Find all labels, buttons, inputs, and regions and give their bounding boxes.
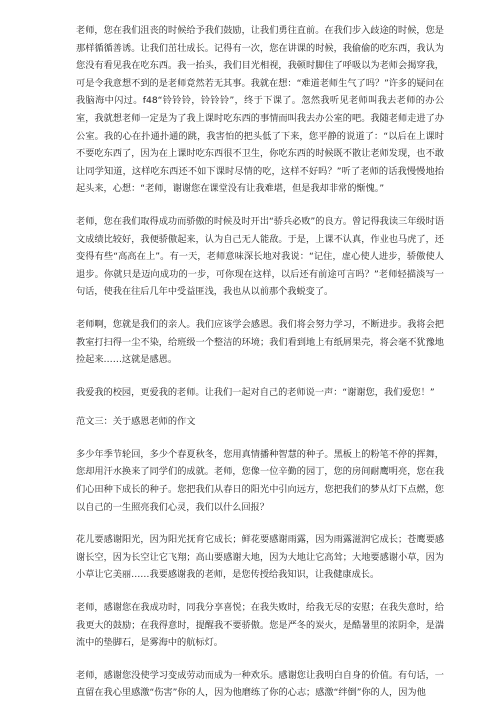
paragraph-2: 老师，您在我们取得成功而骄傲的时候及时开出“骄兵必败”的良方。曾记得我读三年级时语文成绩比较好，我便骄傲起来，认为自己无人能敌。于是，上课不认真，作业也马虎了，还变得有些“高高在上”。有一天，老师意味深长地对我说：“记住，虚心使人进步，骄傲使人退步。你就只是迈向成功的一步，可你现在这样，以后还有前途可言吗？”老师轻描淡写一句话，使我在往后几年中受益匪浅，我也从以前那个我蜕变了。	[76, 215, 444, 298]
paragraph-3: 老师啊，您就是我们的亲人。我们应该学会感恩。我们将会努力学习，不断进步。我将会把教室打扫得一尘不染，给班级一个整洁的环境；我们看到地上有纸屑果壳，将会毫不犹豫地捡起来……这就是感恩。	[76, 318, 444, 366]
paragraph-5: 多少年季节轮回，多少个春夏秋冬，您用真情播种智慧的种子。黑板上的粉笔不停的挥舞，您却用汗水换来了同学们的成就。老师，您像一位辛勤的园丁，您的房间耐鹰明亮，您在我们心田种下成长的种子。您把我们从春日的阳光中引向远方，您把我们的梦从灯下点燃，您以自己的一生照亮我们心灵，我们以什么回报？	[76, 448, 444, 513]
paragraph-8: 老师，感谢您没使学习变成劳动而成为一种欢乐。感谢您让我明白自身的价值。有句话，一直留在我心里感激“伤害”你的人，因为他磨练了你的心志；感激“绊倒”你的人，因为他	[76, 669, 444, 699]
paragraph-4: 我爱我的校园，更爱我的老师。让我们一起对自己的老师说一声：“谢谢您，我们爱您！”	[76, 386, 435, 398]
paragraph-1: 老师，您在我们沮丧的时候给予我们鼓励，让我们勇往直前。在我们步入歧途的时候，您是那样循循善诱。让我们茁壮成长。记得有一次，您在讲课的时候，我偷偷的吃东西，我认为您没有看见我在吃东西。我一抬头，我们目光相视，我顿时脚住了呼吸以为老师会揭穿我，可是令我意想不到的是老师竟然若无其事。我就在想：“难道老师生气了吗？”许多的疑问在我脑海中闪过。f48“铃铃铃，铃铃铃”，终于下课了。忽然我听见老师叫我去老师的办公室，我就想老师一定是为了我上课时吃东西的事情而叫我去办公室的吧。我随老师走进了办公室。我的心在扑通扑通的跳，我害怕的把头低了下来，您平静的说道了：“以后在上课时不要吃东西了，因为在上课时吃东西很不卫生，你吃东西的时候既不散让老师发现，也不敢让同学知道，这样吃东西还不如下课时尽情的吃，这样不好吗？”听了老师的话我慢慢地抬起头来，心想：“老师，谢谢您在课堂没有让我难堪，但是我却非常的惭愧。”	[76, 25, 444, 195]
paragraph-6: 花儿要感谢阳光，因为阳光抚育它成长；鲜花要感谢雨露，因为雨露滋润它成长；苍鹰要感谢长空，因为长空让它飞翔；高山要感谢大地，因为大地让它高耸；大地要感谢小草，因为小草让它美丽……我要感谢我的老师，是您传授给我知识，让我健康成长。	[76, 534, 444, 581]
section-heading: 范文三：关于感恩老师的作文	[76, 416, 196, 428]
paragraph-7: 老师，感谢您在我成功时，同我分享喜悦；在我失败时，给我无尽的安慰；在我失意时，给我更大的鼓励；在我得意时，提醒我不要骄傲。您是严冬的炭火，是酷暑里的浓阴伞，是湍流中的垫脚石，是雾海中的航标灯。	[76, 602, 444, 649]
